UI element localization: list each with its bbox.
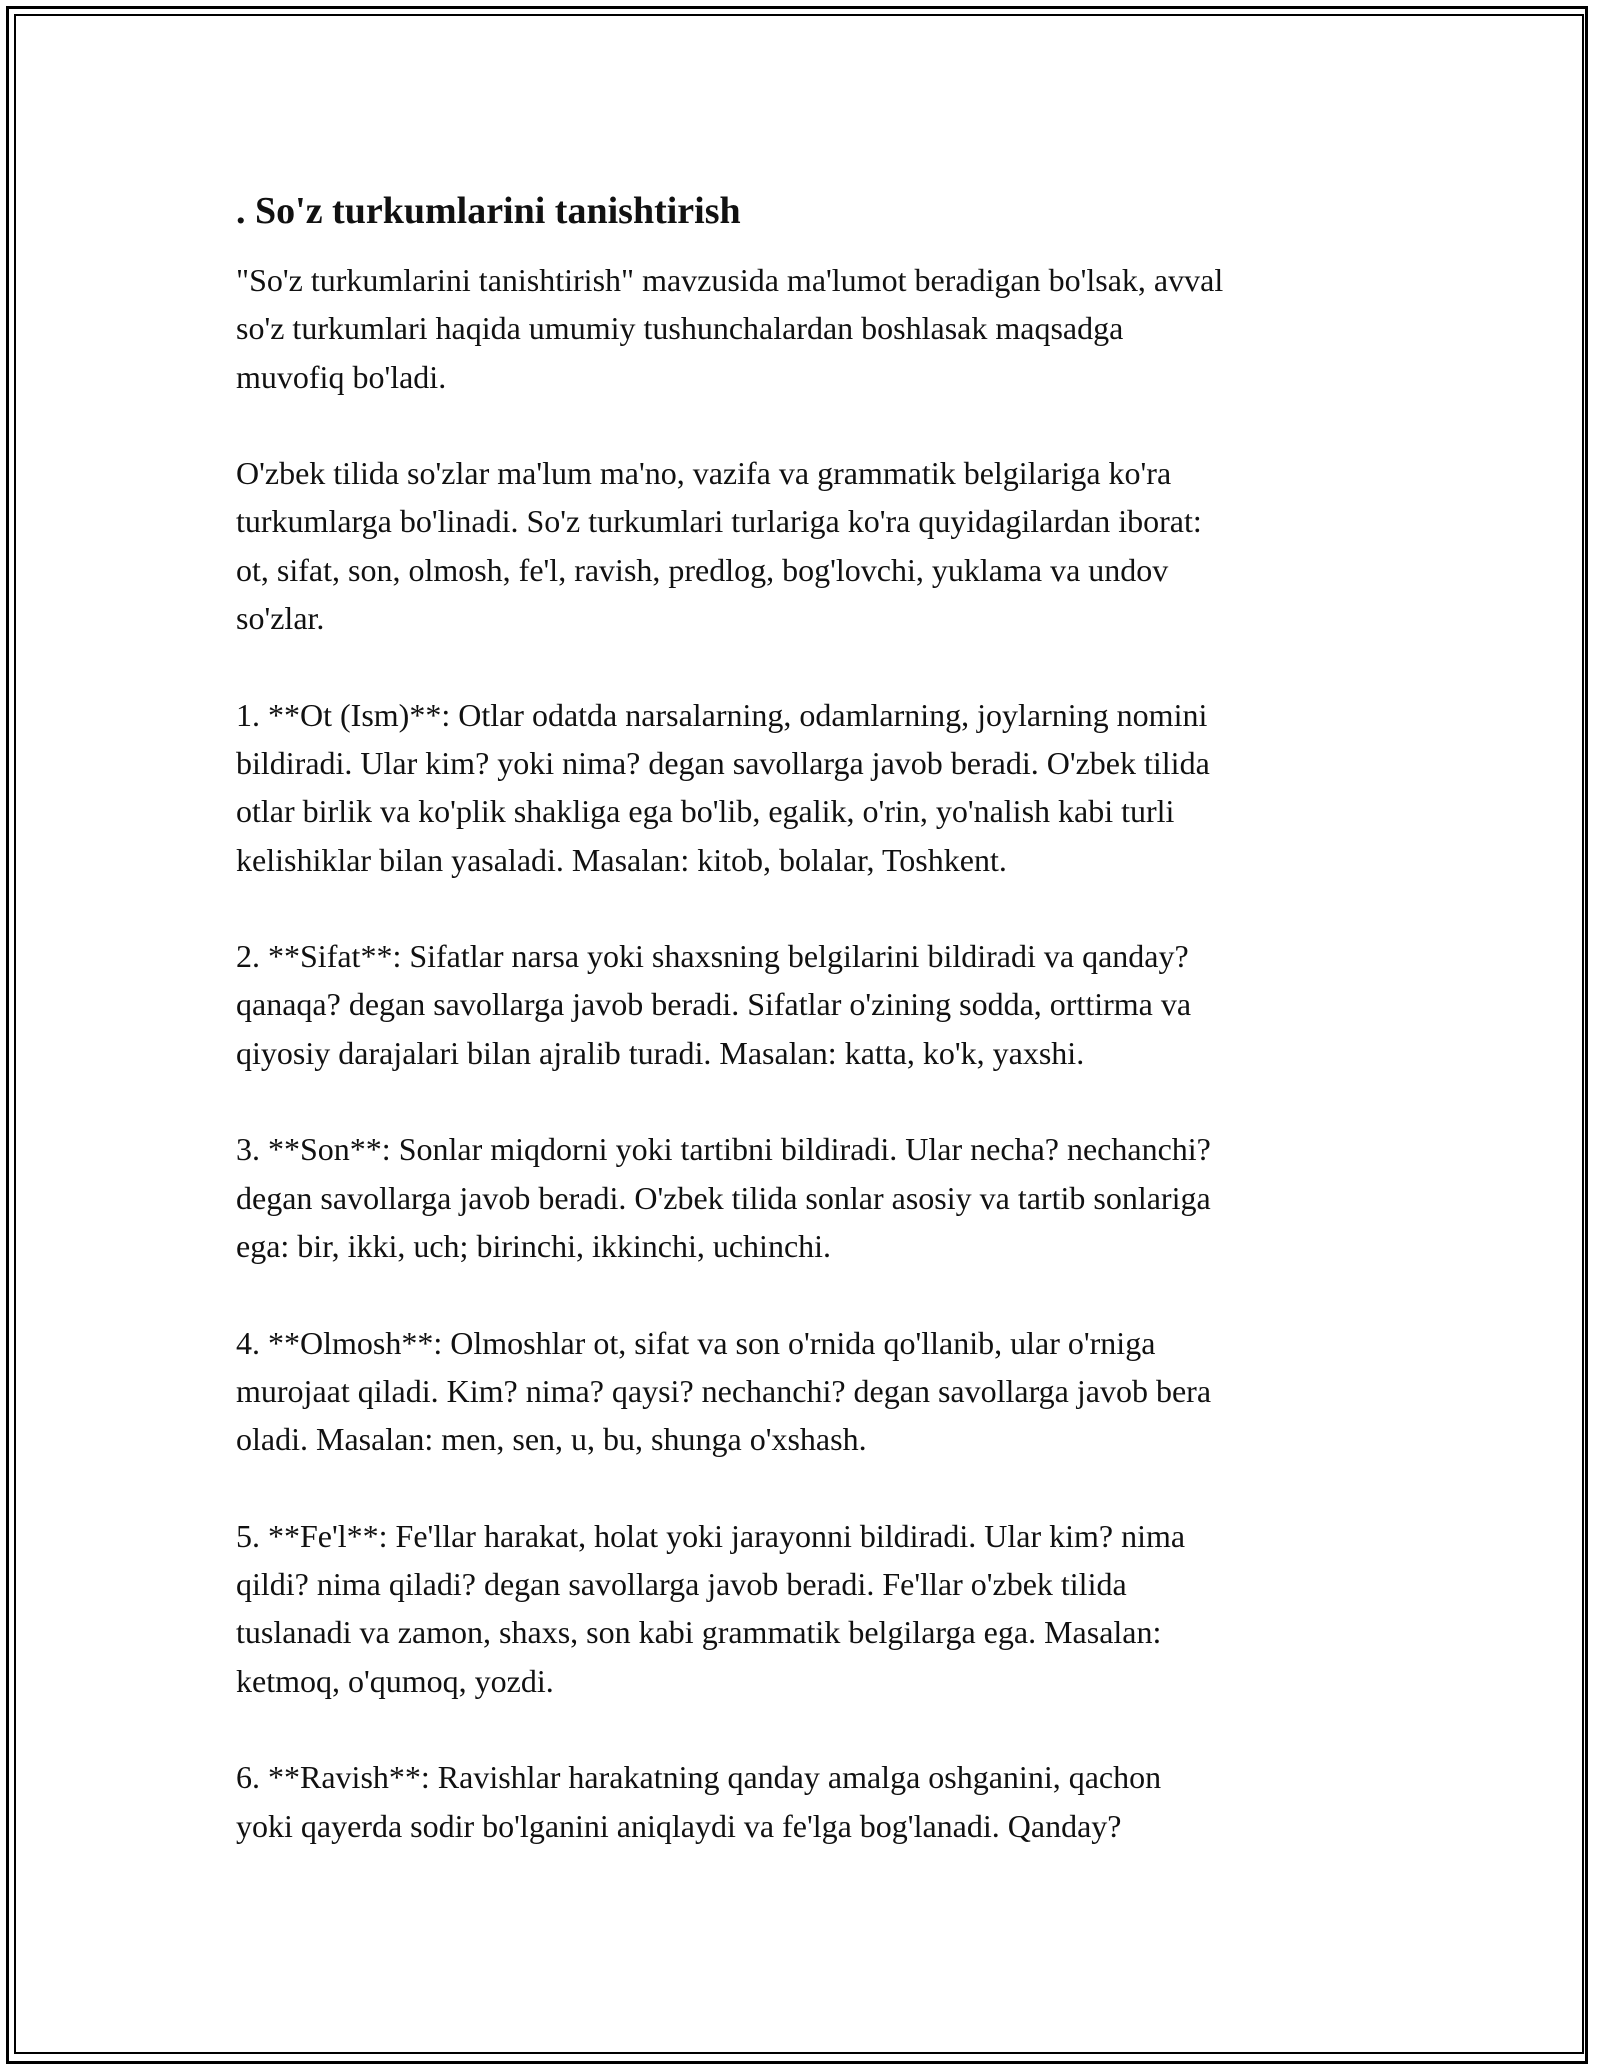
- text-line: qanaqa? degan savollarga javob beradi. Sifatlar o'zining sodda, orttirma va: [236, 986, 1192, 1023]
- document-body: [236, 186, 1396, 1850]
- paragraph-ravish: [236, 1753, 1396, 1850]
- paragraph-intro: [236, 256, 1396, 401]
- paragraph-son: [236, 1125, 1396, 1270]
- text-line: qildi? nima qiladi? degan savollarga javob beradi. Fe'llar o'zbek tilida: [236, 1566, 1127, 1603]
- text-line: 5. **Fe'l**: Fe'llar harakat, holat yoki jarayonni bildiradi. Ular kim? nima: [236, 1517, 1186, 1554]
- text-line: ot, sifat, son, olmosh, fe'l, ravish, predlog, bog'lovchi, yuklama va undov: [236, 551, 1169, 588]
- text-line: qiyosiy darajalari bilan ajralib turadi. Masalan: katta, ko'k, yaxshi.: [236, 1034, 1085, 1071]
- text-line: tuslanadi va zamon, shaxs, son kabi grammatik belgilarga ega. Masalan:: [236, 1614, 1162, 1651]
- text-line: so'z turkumlari haqida umumiy tushunchalardan boshlasak maqsadga: [236, 310, 1124, 347]
- paragraph-sifat: [236, 932, 1396, 1077]
- paragraph-olmosh: [236, 1319, 1396, 1464]
- text-line: so'zlar.: [236, 600, 325, 637]
- text-line: O'zbek tilida so'zlar ma'lum ma'no, vazifa va grammatik belgilariga ko'ra: [236, 455, 1172, 492]
- text-line: 6. **Ravish**: Ravishlar harakatning qanday amalga oshganini, qachon: [236, 1759, 1162, 1796]
- text-line: 4. **Olmosh**: Olmoshlar ot, sifat va son o'rnida qo'llanib, ular o'rniga: [236, 1324, 1156, 1361]
- text-line: murojaat qiladi. Kim? nima? qaysi? nechanchi? degan savollarga javob bera: [236, 1372, 1212, 1409]
- paragraph-overview: [236, 449, 1396, 642]
- text-line: degan savollarga javob beradi. O'zbek tilida sonlar asosiy va tartib sonlariga: [236, 1179, 1211, 1216]
- text-line: bildiradi. Ular kim? yoki nima? degan savollarga javob beradi. O'zbek tilida: [236, 744, 1210, 781]
- document-title: . So'z turkumlarini tanishtirish: [236, 190, 741, 232]
- text-line: turkumlarga bo'linadi. So'z turkumlari turlariga ko'ra quyidagilardan iborat:: [236, 503, 1202, 540]
- paragraph-ot: [236, 691, 1396, 884]
- text-line: ketmoq, o'qumoq, yozdi.: [236, 1662, 554, 1699]
- text-line: 1. **Ot (Ism)**: Otlar odatda narsalarning, odamlarning, joylarning nomini: [236, 696, 1208, 733]
- text-line: oladi. Masalan: men, sen, u, bu, shunga o'xshash.: [236, 1421, 867, 1458]
- text-line: kelishiklar bilan yasaladi. Masalan: kitob, bolalar, Toshkent.: [236, 841, 1007, 878]
- text-line: 2. **Sifat**: Sifatlar narsa yoki shaxsning belgilarini bildiradi va qanday?: [236, 938, 1189, 975]
- text-line: "So'z turkumlarini tanishtirish" mavzusida ma'lumot beradigan bo'lsak, avval: [236, 262, 1224, 298]
- text-line: yoki qayerda sodir bo'lganini aniqlaydi va fe'lga bog'lanadi. Qanday?: [236, 1807, 1122, 1844]
- paragraph-fel: [236, 1512, 1396, 1705]
- text-line: 3. **Son**: Sonlar miqdorni yoki tartibni bildiradi. Ular necha? nechanchi?: [236, 1131, 1211, 1168]
- text-line: muvofiq bo'ladi.: [236, 358, 447, 395]
- text-line: ega: bir, ikki, uch; birinchi, ikkinchi, uchinchi.: [236, 1227, 832, 1264]
- text-line: otlar birlik va ko'plik shakliga ega bo'lib, egalik, o'rin, yo'nalish kabi turli: [236, 793, 1175, 830]
